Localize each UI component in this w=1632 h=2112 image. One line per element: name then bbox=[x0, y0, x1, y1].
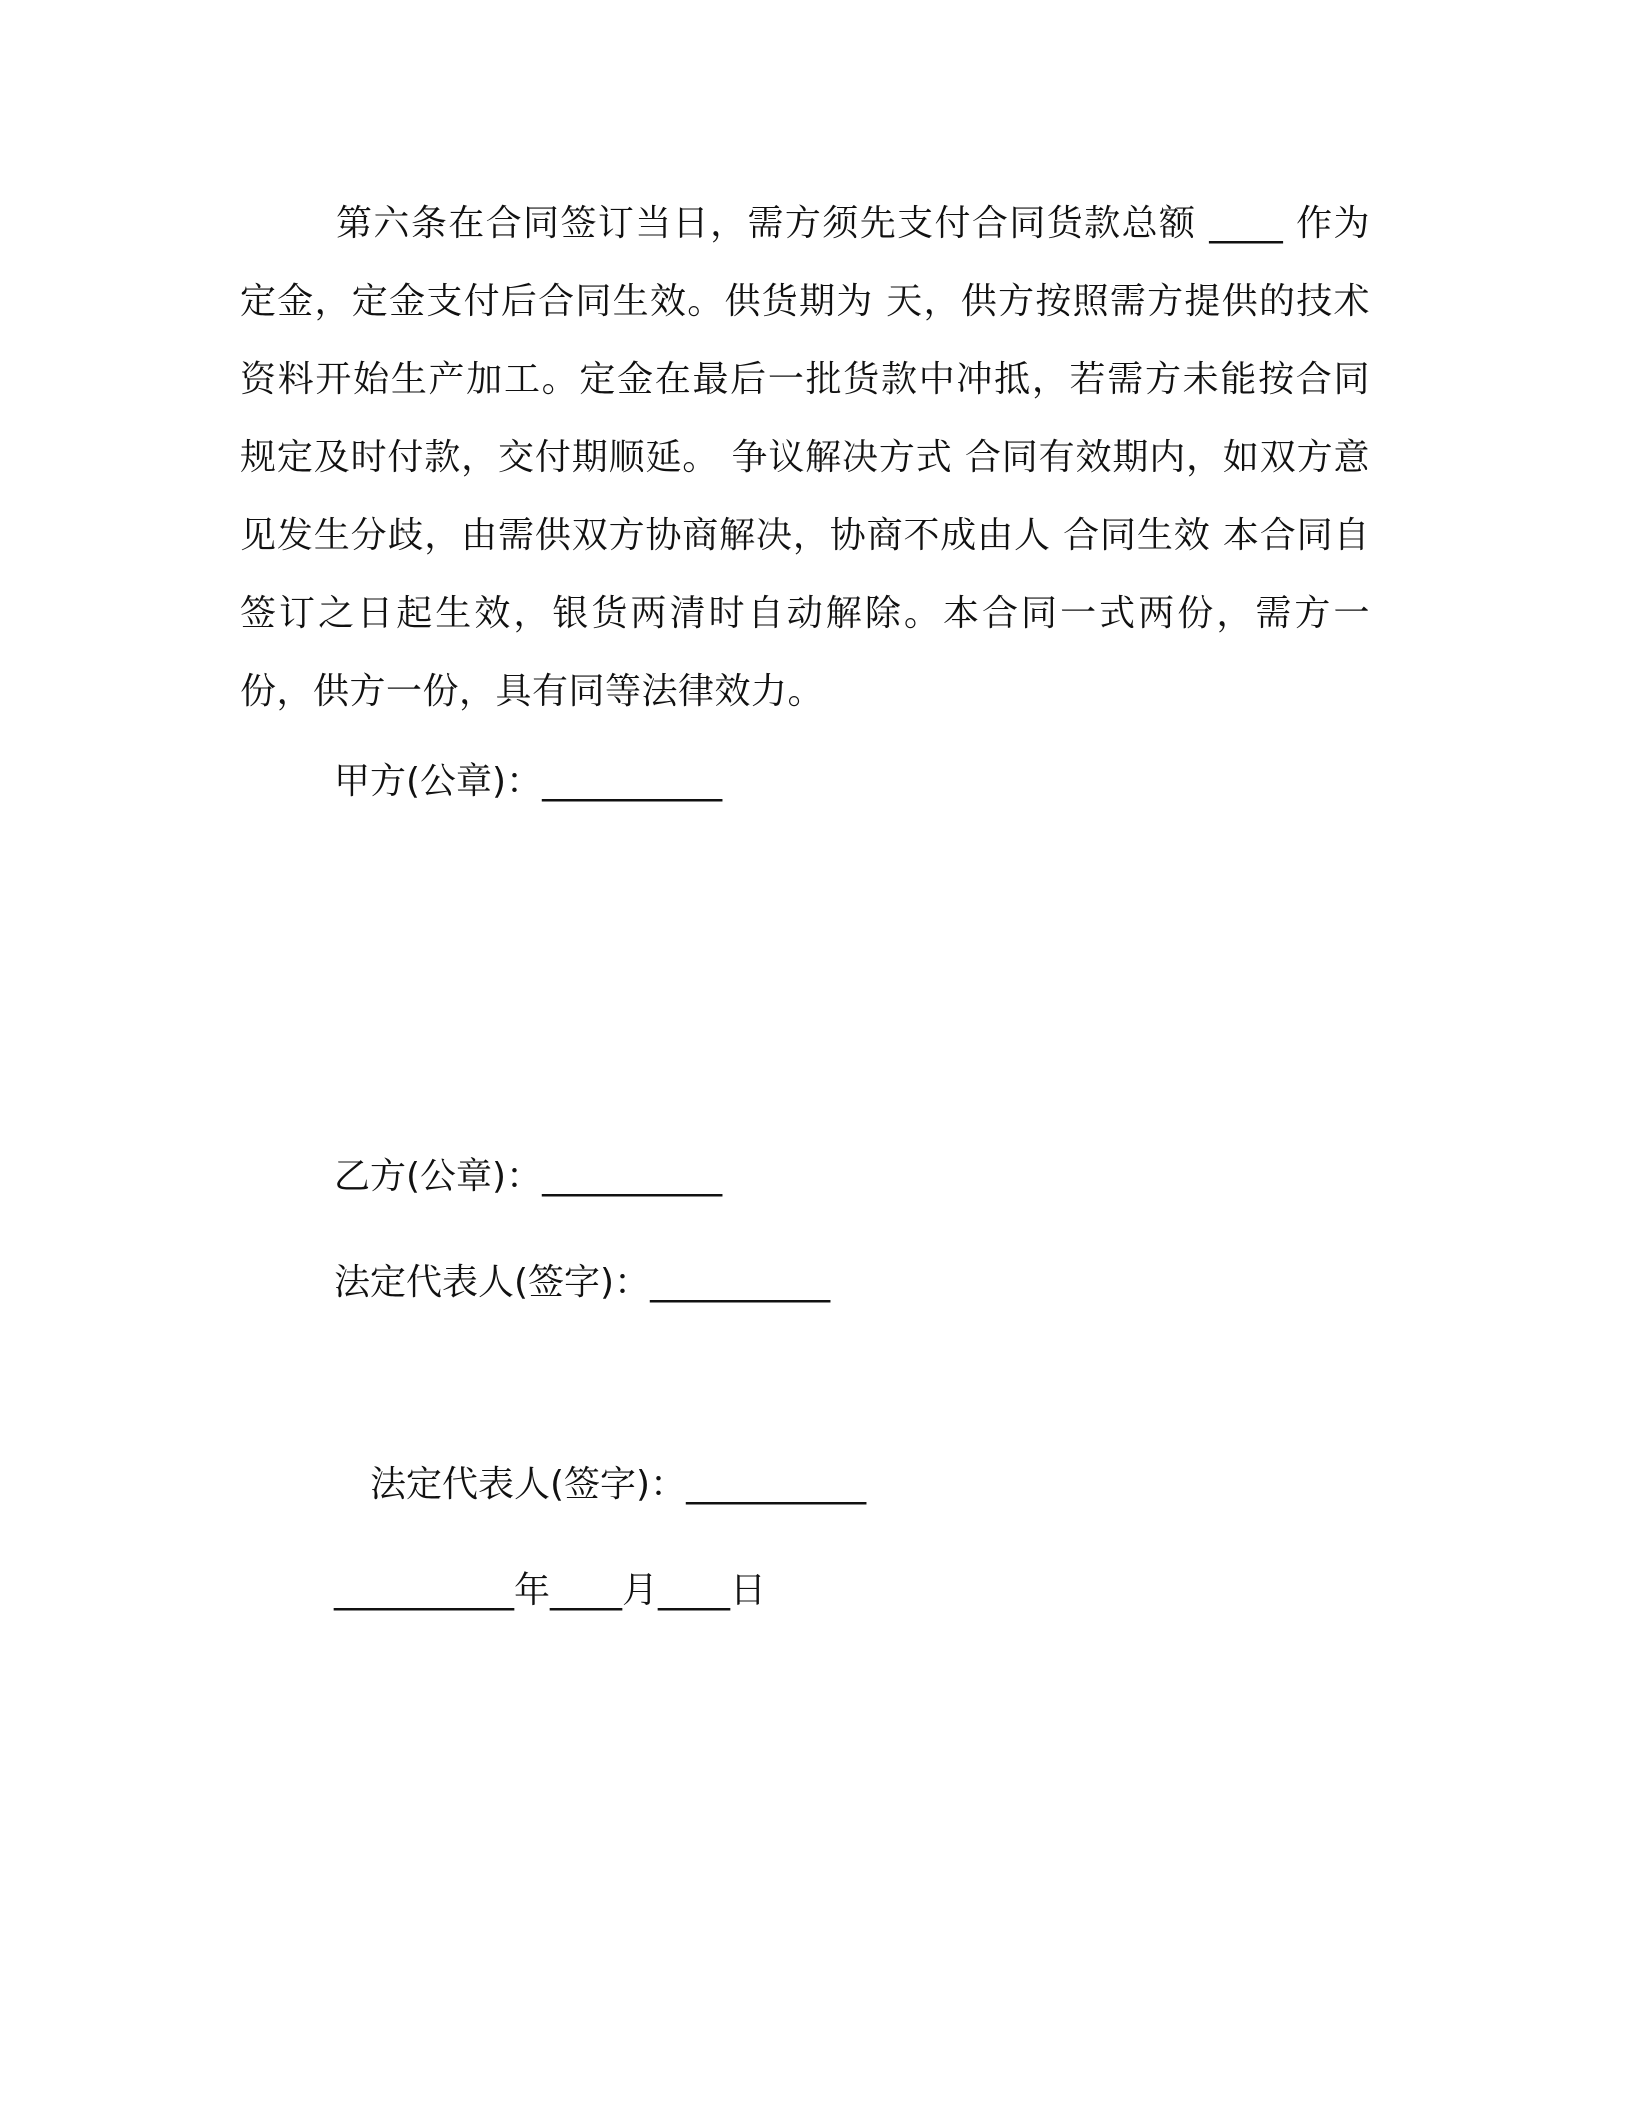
party-b-seal-line bbox=[334, 1152, 722, 1202]
legal-rep-label-1: 法定代表人(签字)： bbox=[334, 1262, 651, 1303]
party-b-blank: __________ bbox=[542, 1156, 723, 1197]
contract-clause-paragraph: 第六条在合同签订当日，需方须先支付合同货款总额 ____ 作为定金，定金支付后合同生效。供货期为 天，供方按照需方提供的技术资料开始生产加工。定金在最后一批货款中冲抵，若需方未能按合同规定及时付款，交付期顺延。 争议解决方式 合同有效期内，如双方意见发生分歧，由需供双方协商解决，协商不成由人 合同生效 本合同自签订之日起生效，银货两清时自动解除。本合同一式两份，需方一份，供方一份，具有同等法律效力。 bbox=[240, 203, 1370, 712]
party-b-label: 乙方(公章)： bbox=[334, 1156, 543, 1197]
party-a-seal-line bbox=[334, 757, 722, 807]
date-day-label: 日 bbox=[730, 1570, 767, 1611]
signing-date-line bbox=[334, 1566, 766, 1616]
party-a-blank: __________ bbox=[542, 761, 723, 802]
date-year-label: 年 bbox=[514, 1570, 551, 1611]
date-month-blank: ____ bbox=[550, 1570, 623, 1611]
date-year-blank: __________ bbox=[334, 1570, 514, 1611]
legal-rep-label-2: 法定代表人(签字)： bbox=[370, 1464, 687, 1505]
legal-rep-blank-2: __________ bbox=[686, 1464, 867, 1505]
legal-rep-blank-1: __________ bbox=[650, 1262, 831, 1303]
legal-rep-signature-line-2 bbox=[370, 1460, 866, 1510]
legal-rep-signature-line-1 bbox=[334, 1258, 830, 1308]
date-day-blank: ____ bbox=[658, 1570, 731, 1611]
date-month-label: 月 bbox=[622, 1570, 659, 1611]
party-a-label: 甲方(公章)： bbox=[334, 761, 543, 802]
